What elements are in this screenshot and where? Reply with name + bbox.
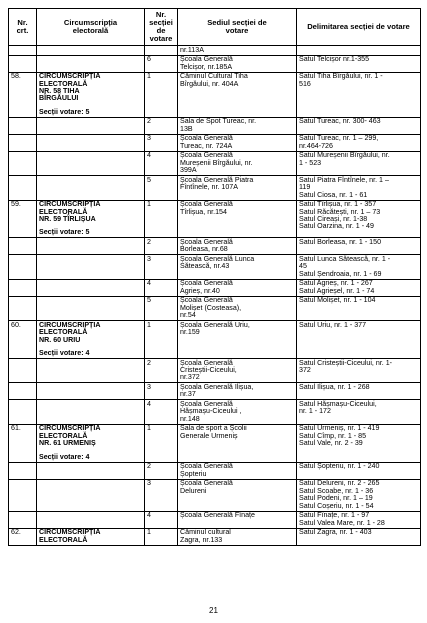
sediu-cell (178, 359, 297, 383)
row-number: 61. (9, 424, 37, 462)
section-number (145, 46, 178, 56)
section-number: 5 (145, 176, 178, 200)
section-number: 1 (145, 528, 178, 545)
table-row (9, 134, 421, 151)
sediu-cell (178, 279, 297, 296)
sediu-line: Căminul Cultural Tiha (180, 72, 248, 81)
sediu-line: Școala Generală (180, 279, 233, 288)
circumscriptie-line: ELECTORALĂ (39, 79, 88, 88)
circumscriptie-cell (37, 46, 145, 56)
delimitare-line: 45 (299, 262, 307, 271)
sediu-line: Școala Generală Ilișua, (180, 383, 254, 392)
sediu-line: Hășmașu-Ciceului , (180, 407, 242, 416)
delimitare-line: Satul Molișet, nr. 1 - 104 (299, 296, 376, 305)
delimitare-line: Satul Agrieș, nr. 1 - 267 (299, 279, 373, 288)
sediu-cell (178, 46, 297, 56)
sediu-line: Școala Generală (180, 200, 233, 209)
delimitare-cell (297, 296, 421, 320)
delimitare-cell (297, 72, 421, 117)
circumscriptie-line: NR. 59 TÎRLIȘUA (39, 215, 96, 224)
sediu-cell (178, 117, 297, 134)
header-line: Delimitarea secției de votare (307, 22, 410, 31)
row-number (9, 359, 37, 383)
delimitare-line: nr. 1 - 172 (299, 407, 331, 416)
sediu-line: Școala Generală (180, 296, 233, 305)
table-row (9, 200, 421, 238)
circumscriptie-line: ELECTORALĂ (39, 328, 88, 337)
header-line: secției (149, 18, 173, 27)
sediu-line: Școala Generală Lunca (180, 255, 255, 264)
sediu-line: Școala Generală (180, 462, 233, 471)
delimitare-line: Satul Coșeriu, nr. 1 - 54 (299, 501, 374, 510)
delimitare-line: Satul Tureac, nr. 300- 463 (299, 117, 381, 126)
sediu-line: Mureșenii Bîrgăului, nr. (180, 158, 253, 167)
sediu-line: Sătească, nr.43 (180, 262, 230, 271)
circumscriptie-line: CIRCUMSCRIPȚIA (39, 424, 101, 433)
delimitare-line: Satul Fînațe, nr. 1 - 97 (299, 511, 370, 520)
delimitare-line: Satul Șopteriu, nr. 1 - 240 (299, 462, 380, 471)
table-row (9, 528, 421, 545)
sediu-line: Sala de Spot Tureac, nr. (180, 117, 257, 126)
delimitare-line: Satul Tîrlișua, nr. 1 - 357 (299, 200, 377, 209)
row-number: 59. (9, 200, 37, 238)
sediu-line: Școala Generală (180, 400, 233, 409)
delimitare-cell (297, 238, 421, 255)
circumscriptie-cell (37, 383, 145, 400)
sediu-cell (178, 176, 297, 200)
row-number: 60. (9, 321, 37, 359)
delimitare-cell (297, 55, 421, 72)
table-row (9, 424, 421, 462)
delimitare-cell (297, 511, 421, 528)
sediu-line: Școala Generală (180, 134, 233, 143)
delimitare-line: Satul Uriu, nr. 1 - 377 (299, 320, 367, 329)
sediu-line: Telcișor, nr.185A (180, 62, 233, 71)
delimitare-line: Satul Piatra Fîntînele, nr. 1 – (299, 175, 389, 184)
delimitare-line: Satul Podeni, nr. 1 – 19 (299, 494, 373, 503)
delimitare-line: Satul Cireași, nr. 1-38 (299, 215, 368, 224)
delimitare-line: Satul Delureni, nr. 2 - 265 (299, 479, 380, 488)
row-number (9, 511, 37, 528)
table-row (9, 255, 421, 279)
sediu-line: Școala Generală (180, 55, 233, 64)
sectii-votare-count: Secții votare: 4 (39, 452, 90, 461)
sediu-cell (178, 238, 297, 255)
section-number: 4 (145, 151, 178, 175)
sediu-line: Școala Generală Fînațe (180, 511, 255, 520)
delimitare-line: Satul Hășmașu-Ciceului, (299, 400, 377, 409)
delimitare-cell (297, 134, 421, 151)
section-number: 2 (145, 462, 178, 479)
delimitare-cell (297, 117, 421, 134)
circumscriptie-cell (37, 200, 145, 238)
circumscriptie-line: ELECTORALĂ (39, 431, 88, 440)
section-number: 3 (145, 383, 178, 400)
sediu-line: Școala Generală (180, 479, 233, 488)
table-row (9, 296, 421, 320)
sediu-line: Școala Generală Piatra (180, 175, 254, 184)
circumscriptie-cell (37, 424, 145, 462)
section-number: 2 (145, 117, 178, 134)
circumscriptie-cell (37, 400, 145, 424)
circumscriptie-line: CIRCUMSCRIPȚIA (39, 200, 101, 209)
delimitare-cell (297, 279, 421, 296)
sectii-votare-count: Secții votare: 5 (39, 107, 90, 116)
row-number: 62. (9, 528, 37, 545)
delimitare-line: nr.464-726 (299, 141, 333, 150)
delimitare-cell (297, 46, 421, 56)
header-line: electorală (72, 26, 109, 35)
sediu-cell (178, 134, 297, 151)
delimitare-line: Satul Urmeniș, nr. 1 - 419 (299, 424, 380, 433)
circumscriptie-cell (37, 528, 145, 545)
delimitare-line: 372 (299, 366, 311, 375)
sediu-line: Delureni (180, 486, 207, 495)
sectii-votare-count: Secții votare: 4 (39, 349, 90, 358)
table-row (9, 238, 421, 255)
circumscriptie-line: NR. 60 URIU (39, 335, 81, 344)
section-number: 2 (145, 238, 178, 255)
delimitare-line: Satul Cristeștii-Ciceului, nr. 1- (299, 358, 393, 367)
circumscriptie-cell (37, 176, 145, 200)
row-number (9, 479, 37, 511)
section-number: 4 (145, 279, 178, 296)
header-line: Sediul secției de (207, 18, 267, 27)
table-row (9, 359, 421, 383)
section-number: 5 (145, 296, 178, 320)
table-row (9, 462, 421, 479)
circumscriptie-line: CIRCUMSCRIPȚIA (39, 320, 101, 329)
table-row (9, 400, 421, 424)
header-line: Nr. (155, 10, 167, 19)
section-number: 4 (145, 400, 178, 424)
header-line: Circumscripția (63, 18, 118, 27)
sediu-cell (178, 55, 297, 72)
table-row (9, 321, 421, 359)
row-number (9, 462, 37, 479)
sediu-line: Agrieș, nr.40 (180, 286, 220, 295)
delimitare-line: Satul Tiha Bîrgăului, nr. 1 - (299, 72, 383, 81)
sediu-line: Zagra, nr.133 (180, 535, 223, 544)
section-number: 3 (145, 255, 178, 279)
sediu-line: Șopteriu (180, 469, 207, 478)
table-row (9, 511, 421, 528)
table-row (9, 279, 421, 296)
sediu-line: nr.159 (180, 328, 200, 337)
row-number (9, 46, 37, 56)
sediu-cell (178, 511, 297, 528)
section-number: 3 (145, 479, 178, 511)
circumscriptie-cell (37, 321, 145, 359)
delimitare-cell (297, 359, 421, 383)
section-number: 1 (145, 424, 178, 462)
sediu-line: nr.148 (180, 414, 200, 423)
delimitare-line: 516 (299, 79, 311, 88)
header-nr-sectie (145, 9, 178, 46)
polling-stations-table (8, 8, 421, 546)
delimitare-line: Satul Lunca Sătească, nr. 1 - (299, 255, 391, 264)
table-body (9, 46, 421, 546)
row-number (9, 296, 37, 320)
circumscriptie-cell (37, 72, 145, 117)
table-row (9, 72, 421, 117)
sediu-line: Borleasa, nr.68 (180, 245, 228, 254)
row-number (9, 400, 37, 424)
header-circumscriptie (37, 9, 145, 46)
header-nr (9, 9, 37, 46)
delimitare-line: Satul Zagra, nr. 1 - 403 (299, 528, 372, 537)
row-number (9, 279, 37, 296)
row-number: 58. (9, 72, 37, 117)
sediu-cell (178, 72, 297, 117)
delimitare-cell (297, 424, 421, 462)
section-number: 4 (145, 511, 178, 528)
circumscriptie-line: CIRCUMSCRIPȚIA (39, 72, 101, 81)
sediu-line: Tîrlișua, nr.154 (180, 207, 227, 216)
delimitare-line: Satul Ilișua, nr. 1 - 268 (299, 383, 370, 392)
circumscriptie-cell (37, 511, 145, 528)
table-row (9, 176, 421, 200)
delimitare-line: Satul Agrieșel, nr. 1 - 74 (299, 286, 375, 295)
delimitare-line: Satul Valea Mare, nr. 1 - 28 (299, 518, 385, 527)
circumscriptie-cell (37, 255, 145, 279)
header-line: de votare (149, 26, 173, 43)
sediu-line: nr.54 (180, 311, 196, 320)
delimitare-cell (297, 462, 421, 479)
sediu-cell (178, 255, 297, 279)
header-line: crt. (16, 26, 29, 35)
delimitare-cell (297, 176, 421, 200)
delimitare-cell (297, 400, 421, 424)
section-number: 1 (145, 72, 178, 117)
sediu-cell (178, 200, 297, 238)
header-line: votare (225, 26, 249, 35)
delimitare-line: Satul Șendroaia, nr. 1 - 69 (299, 269, 382, 278)
sediu-line: nr.113A (180, 45, 204, 54)
delimitare-line: Satul Tureac, nr. 1 – 299, (299, 134, 379, 143)
sediu-cell (178, 400, 297, 424)
delimitare-cell (297, 479, 421, 511)
sediu-line: Molișet (Costeasa), (180, 303, 242, 312)
sediu-line: Generale Urmeniș (180, 431, 238, 440)
circumscriptie-cell (37, 359, 145, 383)
circumscriptie-cell (37, 117, 145, 134)
sediu-line: Tureac, nr. 724A (180, 141, 233, 150)
section-number: 3 (145, 134, 178, 151)
sediu-line: Școala Generală (180, 151, 233, 160)
delimitare-cell (297, 200, 421, 238)
row-number (9, 151, 37, 175)
circumscriptie-cell (37, 279, 145, 296)
circumscriptie-cell (37, 151, 145, 175)
sediu-cell (178, 424, 297, 462)
sediu-cell (178, 528, 297, 545)
table-row (9, 383, 421, 400)
sediu-line: Bîrgăului, nr. 404A (180, 79, 239, 88)
header-sediu (178, 9, 297, 46)
row-number (9, 383, 37, 400)
circumscriptie-line: ELECTORALĂ (39, 207, 88, 216)
circumscriptie-line: NR. 58 TIHA (39, 87, 80, 95)
circumscriptie-cell (37, 134, 145, 151)
row-number (9, 117, 37, 134)
delimitare-cell (297, 255, 421, 279)
row-number (9, 176, 37, 200)
circumscriptie-cell (37, 462, 145, 479)
sediu-line: Căminul cultural (180, 528, 231, 537)
row-number (9, 238, 37, 255)
table-header-row (9, 9, 421, 46)
delimitare-line: 119 (299, 183, 311, 192)
delimitare-line: Satul Oarzina, nr. 1 - 49 (299, 222, 374, 231)
sediu-line: Școala Generală Uriu, (180, 320, 250, 329)
delimitare-cell (297, 383, 421, 400)
section-number: 2 (145, 359, 178, 383)
delimitare-line: Satul Răcătești, nr. 1 – 73 (299, 207, 381, 216)
sediu-cell (178, 383, 297, 400)
delimitare-line: Satul Scoabe, nr. 1 - 36 (299, 486, 374, 495)
sediu-line: Cristeștii-Ciceului, (180, 366, 237, 375)
sediu-cell (178, 479, 297, 511)
table-row (9, 151, 421, 175)
delimitare-line: Satul Borleasa, nr. 1 - 150 (299, 238, 382, 247)
row-number (9, 255, 37, 279)
table-row (9, 46, 421, 56)
delimitare-line: Satul Vale, nr. 2 - 39 (299, 439, 363, 448)
circumscriptie-line: CIRCUMSCRIPȚIA (39, 528, 101, 537)
circumscriptie-line: BÎRGĂULUI (39, 94, 79, 103)
delimitare-cell (297, 528, 421, 545)
delimitare-line: Satul Telcișor nr.1-355 (299, 55, 370, 64)
section-number: 1 (145, 321, 178, 359)
circumscriptie-line: NR. 61 URMENIȘ (39, 439, 96, 448)
sediu-line: 399A (180, 166, 197, 175)
table-row (9, 55, 421, 72)
table-row (9, 479, 421, 511)
header-delimitare (297, 9, 421, 46)
sediu-cell (178, 321, 297, 359)
sediu-line: 13B (180, 124, 193, 133)
row-number (9, 134, 37, 151)
sectii-votare-count: Secții votare: 5 (39, 228, 90, 237)
delimitare-line: 1 - 523 (299, 158, 322, 167)
section-number: 1 (145, 200, 178, 238)
page-number: 21 (209, 606, 218, 615)
table-row (9, 117, 421, 134)
sediu-cell (178, 296, 297, 320)
circumscriptie-cell (37, 55, 145, 72)
circumscriptie-cell (37, 296, 145, 320)
delimitare-cell (297, 321, 421, 359)
sediu-line: Școala Generală (180, 358, 233, 367)
sediu-cell (178, 151, 297, 175)
sediu-line: Sala de sport a Școlii (180, 424, 247, 433)
sediu-line: nr.372 (180, 373, 200, 382)
row-number (9, 55, 37, 72)
header-line: Nr. (17, 18, 28, 27)
delimitare-line: Satul Ciosa, nr. 1 - 61 (299, 190, 368, 199)
delimitare-line: Satul Mureșenii Bîrgăului, nr. (299, 151, 390, 160)
sediu-line: Fîntînele, nr. 107A (180, 183, 238, 192)
sediu-line: Școala Generală (180, 238, 233, 247)
circumscriptie-cell (37, 238, 145, 255)
circumscriptie-line: ELECTORALĂ (39, 535, 88, 544)
sediu-cell (178, 462, 297, 479)
delimitare-line: Satul Cîmp, nr. 1 - 85 (299, 431, 367, 440)
delimitare-cell (297, 151, 421, 175)
sediu-line: nr.37 (180, 390, 196, 399)
circumscriptie-cell (37, 479, 145, 511)
section-number: 6 (145, 55, 178, 72)
